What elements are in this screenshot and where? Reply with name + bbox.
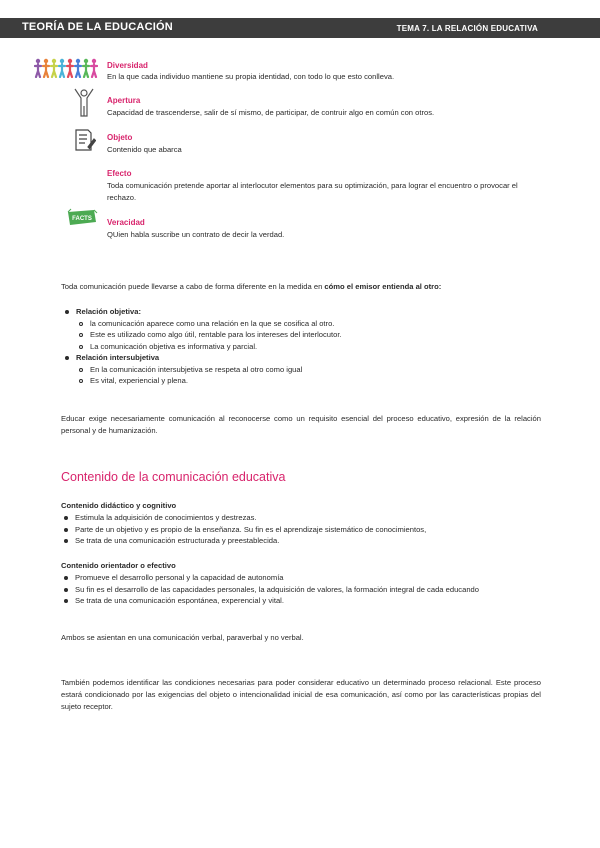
bullet	[65, 356, 69, 360]
list-item-text: En la comunicación intersubjetiva se respeta al otro como igual	[90, 364, 303, 374]
list-item	[62, 306, 542, 318]
subsection-title: Contenido orientador o efectivo	[61, 561, 176, 570]
person-arms-up-icon	[72, 88, 96, 118]
list-item-text: Estimula la adquisición de conocimientos y destrezas.	[75, 513, 257, 522]
list-item	[61, 512, 541, 524]
bullet	[64, 576, 68, 580]
list-item	[61, 584, 541, 596]
educar-paragraph: Educar exige necesariamente comunicación al reconocerse como un requisito esencial del proceso educativo, expresión de la relación personal y de humanización.	[61, 414, 541, 435]
bullet	[64, 599, 68, 603]
list-item	[76, 318, 542, 330]
feature-title: Apertura	[107, 96, 141, 105]
feature-title: Efecto	[107, 169, 132, 178]
list-item	[61, 524, 541, 536]
document-pen-icon	[74, 128, 96, 152]
feature-title: Objeto	[107, 133, 133, 142]
bullet	[64, 528, 68, 532]
feature-title: Veracidad	[107, 218, 145, 227]
subsection-title: Contenido didáctico y cognitivo	[61, 501, 177, 510]
list-item-text: Es vital, experiencial y plena.	[90, 376, 188, 385]
list-item-text: Se trata de una comunicación espontánea, experencial y vital.	[75, 596, 284, 605]
bullet	[79, 345, 83, 349]
header-topic: TEMA 7. LA RELACIÓN EDUCATIVA	[396, 24, 538, 33]
bullet	[79, 333, 83, 337]
list-item	[62, 352, 542, 364]
sublist	[62, 318, 542, 353]
people-group-icon	[34, 58, 98, 78]
list-item	[76, 329, 542, 341]
list-item-text: la comunicación aparece como una relación en la que se cosifica al otro.	[90, 318, 335, 328]
feature-text: QUien habla suscribe un contrato de decir la verdad.	[107, 230, 285, 239]
didactic-list	[61, 512, 541, 547]
section-title: Contenido de la comunicación educativa	[61, 470, 286, 484]
bullet	[64, 588, 68, 592]
facts-badge-label: FACTS	[72, 216, 92, 222]
feature-text: Toda comunicación pretende aportar al interlocutor elementos para su optimización, para lograr el encuentro o provocar el rechazo.	[107, 181, 518, 202]
list-item-text: Parte de un objetivo y es propio de la enseñanza. Su fin es el aprendizaje sistemático de conocimientos,	[75, 524, 427, 534]
bullet	[65, 310, 69, 314]
bullet	[64, 539, 68, 543]
bullet	[79, 322, 83, 326]
list-item	[61, 572, 541, 584]
ambos-paragraph: Ambos se asientan en una comunicación verbal, paraverbal y no verbal.	[61, 633, 304, 642]
list-item-text: Se trata de una comunicación estructurada y preestablecida.	[75, 536, 280, 545]
header-title: TEORÍA DE LA EDUCACIÓN	[22, 21, 173, 33]
bullet	[64, 516, 68, 520]
facts-badge-icon	[66, 208, 98, 228]
intro-text: Toda comunicación puede llevarse a cabo de forma diferente en la medida en	[61, 282, 325, 291]
intro-bold: cómo el emisor entienda al otro:	[324, 282, 442, 291]
list-item-text: Promueve el desarrollo personal y la capacidad de autonomía	[75, 573, 284, 582]
list-item-text: La comunicación objetiva es informativa y parcial.	[90, 341, 258, 351]
intro-paragraph	[61, 281, 541, 293]
list-item	[76, 375, 542, 387]
relations-list	[62, 306, 542, 387]
bullet	[79, 368, 83, 372]
list-item	[61, 535, 541, 547]
list-item	[61, 595, 541, 607]
feature-text: Capacidad de trascenderse, salir de sí mismo, de participar, de contruir algo en común con otros.	[107, 108, 435, 117]
list-item	[76, 341, 542, 353]
list-item-text: Su fin es el desarrollo de las capacidades personales, la adquisición de valores, la formación integral de cada educando	[75, 584, 479, 594]
page-header	[0, 0, 600, 38]
relation-label: Relación intersubjetiva	[76, 353, 160, 362]
final-paragraph: También podemos identificar las condiciones necesarias para poder considerar educativo un determinado proceso relacional. Este proceso estará condicionado por las exigencias del objeto o intencionalidad inicial de esa comunicación, así como por las características propias del sujeto receptor.	[61, 678, 541, 711]
bullet	[79, 379, 83, 383]
feature-text: En la que cada individuo mantiene su propia identidad, con todo lo que esto conlleva.	[107, 72, 395, 81]
list-item	[76, 364, 542, 376]
relation-label: Relación objetiva:	[76, 307, 141, 316]
sublist	[62, 364, 542, 387]
orientador-list	[61, 572, 541, 607]
feature-title: Diversidad	[107, 61, 148, 70]
list-item-text: Este es utilizado como algo útil, rentable para los intereses del interlocutor.	[90, 330, 342, 339]
feature-text: Contenido que abarca	[107, 145, 182, 154]
